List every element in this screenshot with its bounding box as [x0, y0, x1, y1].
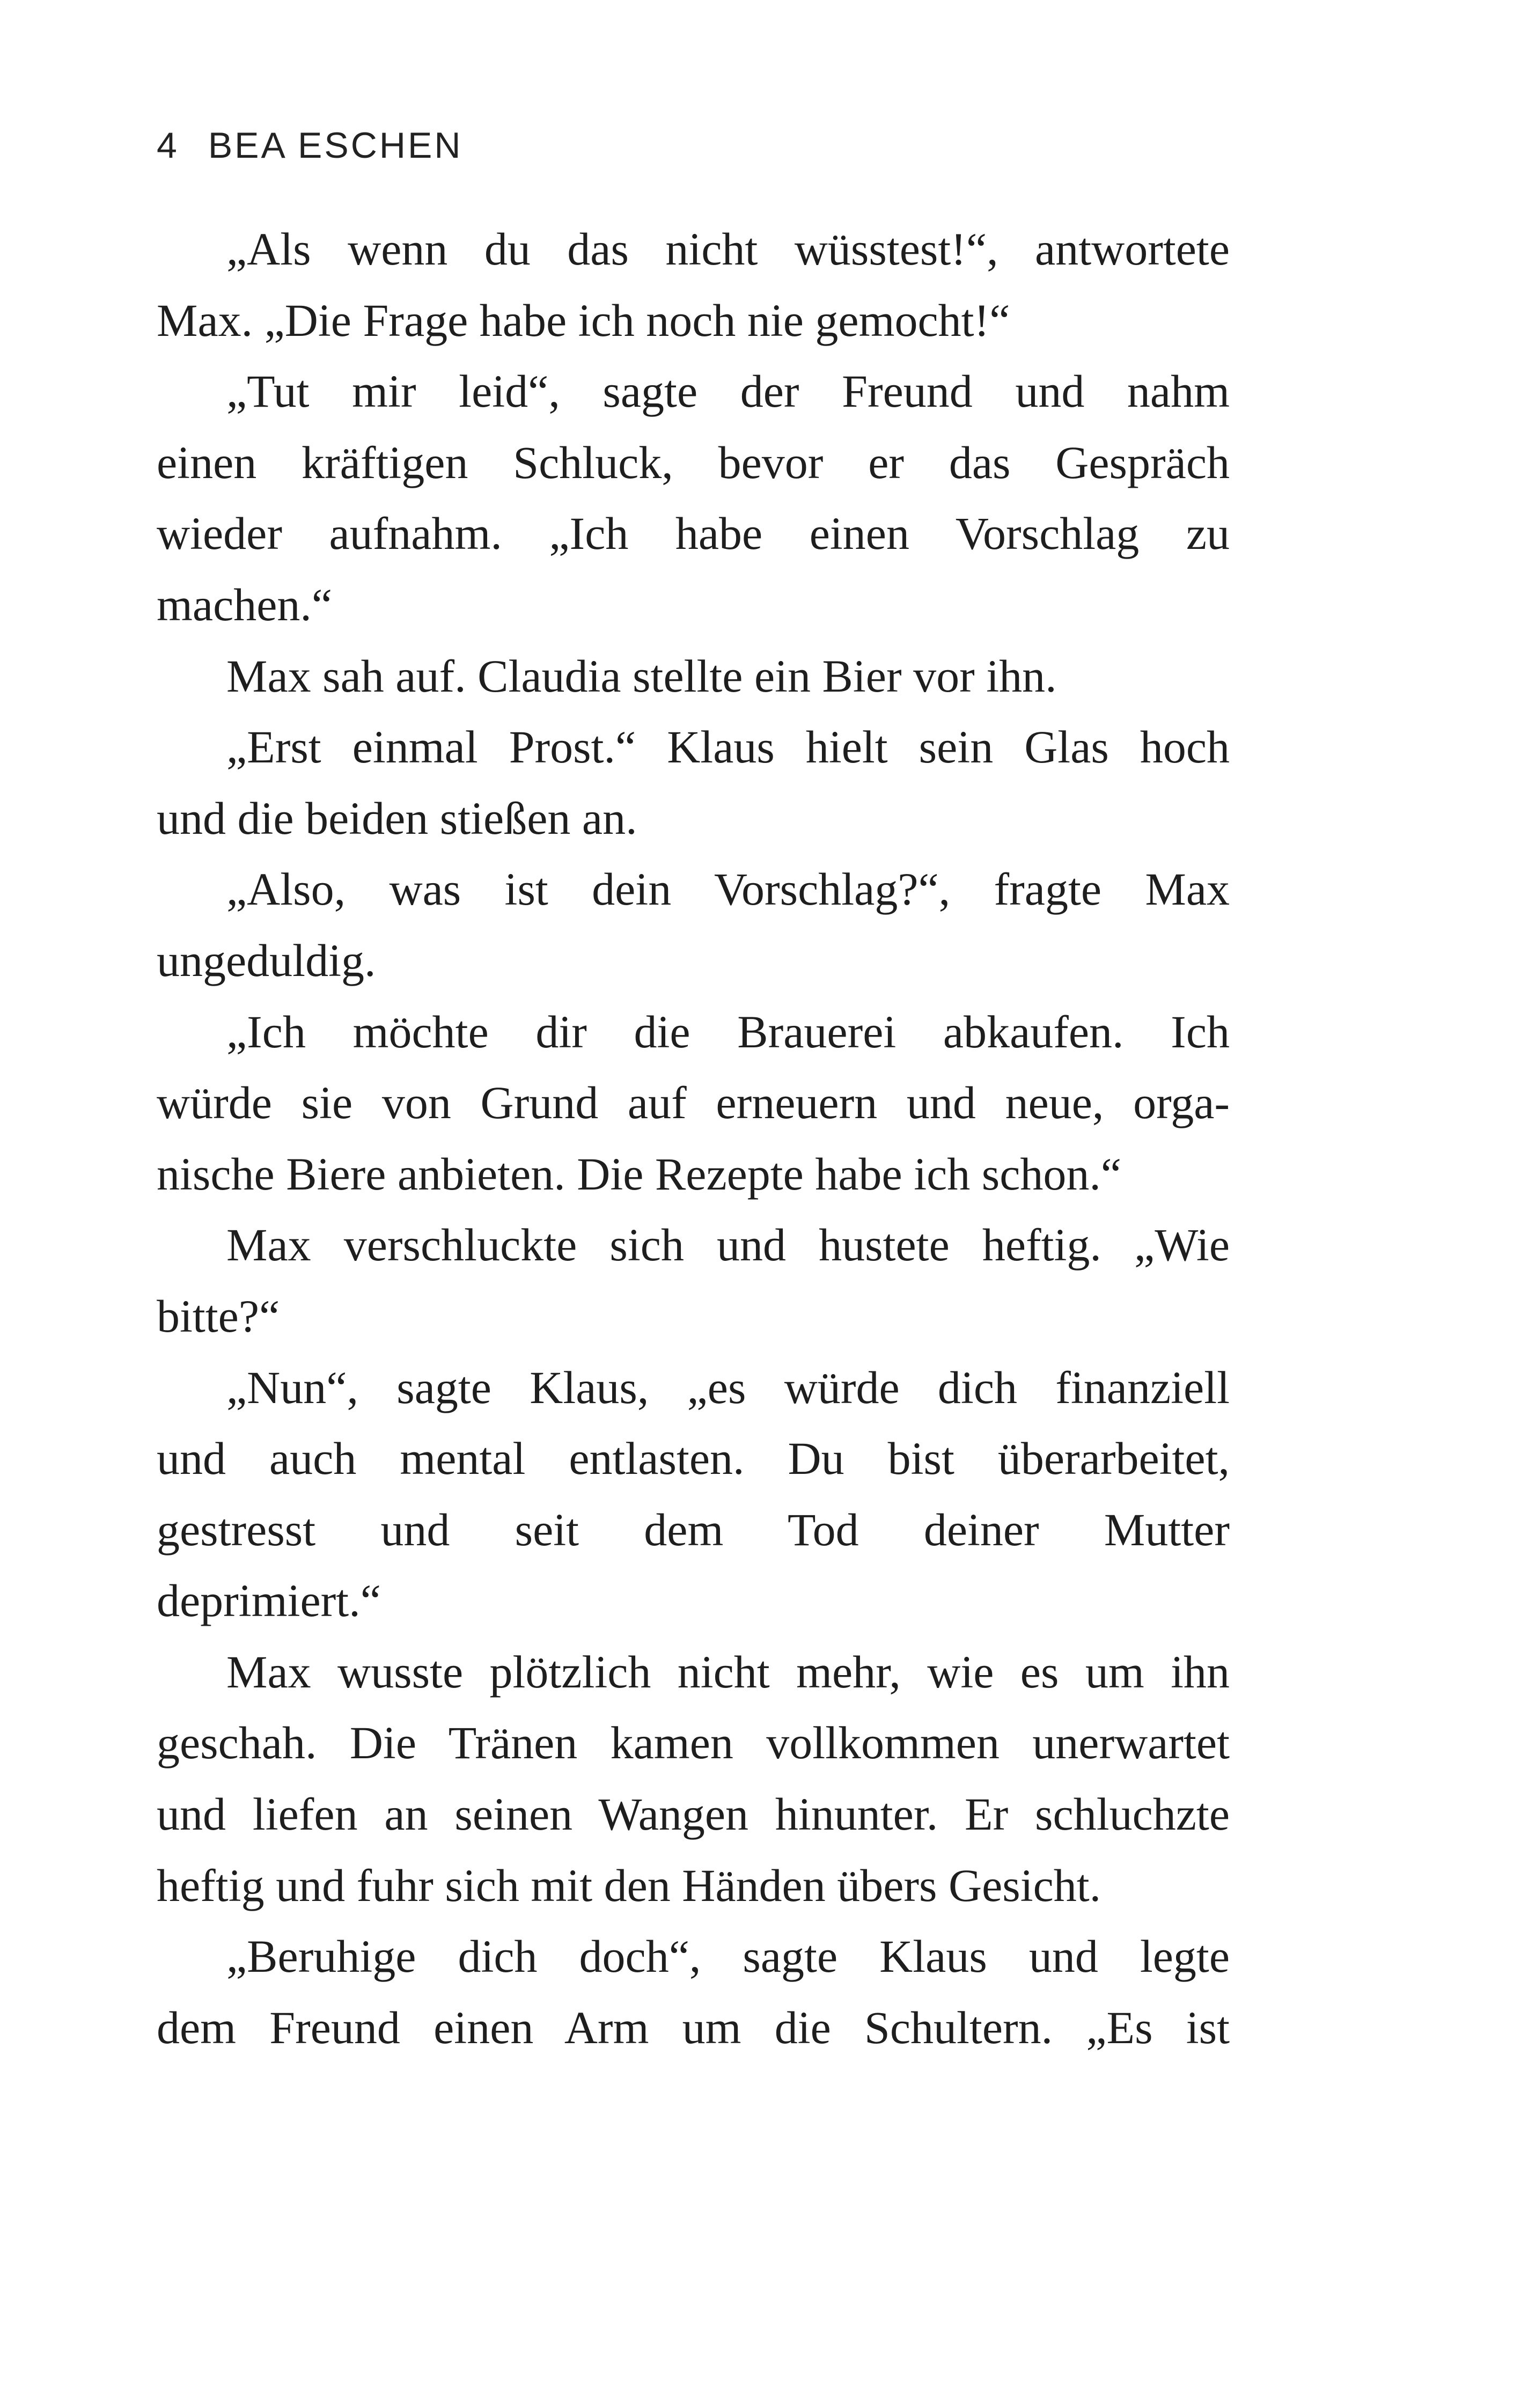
text-line: „Also, was ist dein Vorschlag?“, fragte Max	[226, 863, 1230, 915]
text-line: „Tut mir leid“, sagte der Freund und nahm	[226, 365, 1230, 417]
text-line: bitte?“	[157, 1290, 280, 1342]
text-line: würde sie von Grund auf erneuern und neue, orga-	[157, 1077, 1230, 1129]
text-line: geschah. Die Tränen kamen vollkommen unerwartet	[157, 1717, 1230, 1769]
text-line: und liefen an seinen Wangen hinunter. Er schluchzte	[157, 1788, 1230, 1840]
text-line: „Als wenn du das nicht wüsstest!“, antwortete	[226, 223, 1230, 275]
text-line: dem Freund einen Arm um die Schultern. „Es ist	[157, 2001, 1230, 2053]
text-line: „Ich möchte dir die Brauerei abkaufen. Ich	[226, 1005, 1230, 1058]
text-line: machen.“	[157, 578, 333, 630]
body-text	[157, 214, 1230, 2063]
running-head	[157, 121, 462, 170]
text-line: einen kräftigen Schluck, bevor er das Gespräch	[157, 436, 1230, 488]
running-title: BEA ESCHEN	[208, 125, 463, 166]
text-line: ungeduldig.	[157, 934, 376, 986]
text-line: deprimiert.“	[157, 1575, 381, 1627]
text-line: „Erst einmal Prost.“ Klaus hielt sein Glas hoch	[226, 721, 1230, 773]
text-line: und auch mental entlasten. Du bist überarbeitet,	[157, 1433, 1230, 1485]
text-line: Max wusste plötzlich nicht mehr, wie es um ihn	[226, 1646, 1230, 1698]
text-line: gestresst und seit dem Tod deiner Mutter	[157, 1503, 1230, 1555]
text-line: „Beruhige dich doch“, sagte Klaus und legte	[226, 1930, 1230, 1983]
text-line: Max. „Die Frage habe ich noch nie gemocht!“	[157, 294, 1010, 346]
text-line: „Nun“, sagte Klaus, „es würde dich finanziell	[226, 1361, 1230, 1413]
text-line: heftig und fuhr sich mit den Händen übers Gesicht.	[157, 1859, 1101, 1911]
text-line: Max verschluckte sich und hustete heftig. „Wie	[226, 1219, 1230, 1271]
text-line: Max sah auf. Claudia stellte ein Bier vor ihn.	[226, 650, 1057, 702]
page-number: 4	[157, 125, 179, 166]
text-line: wieder aufnahm. „Ich habe einen Vorschlag zu	[157, 508, 1230, 560]
text-line: und die beiden stießen an.	[157, 792, 637, 844]
text-line: nische Biere anbieten. Die Rezepte habe ich schon.“	[157, 1148, 1122, 1200]
